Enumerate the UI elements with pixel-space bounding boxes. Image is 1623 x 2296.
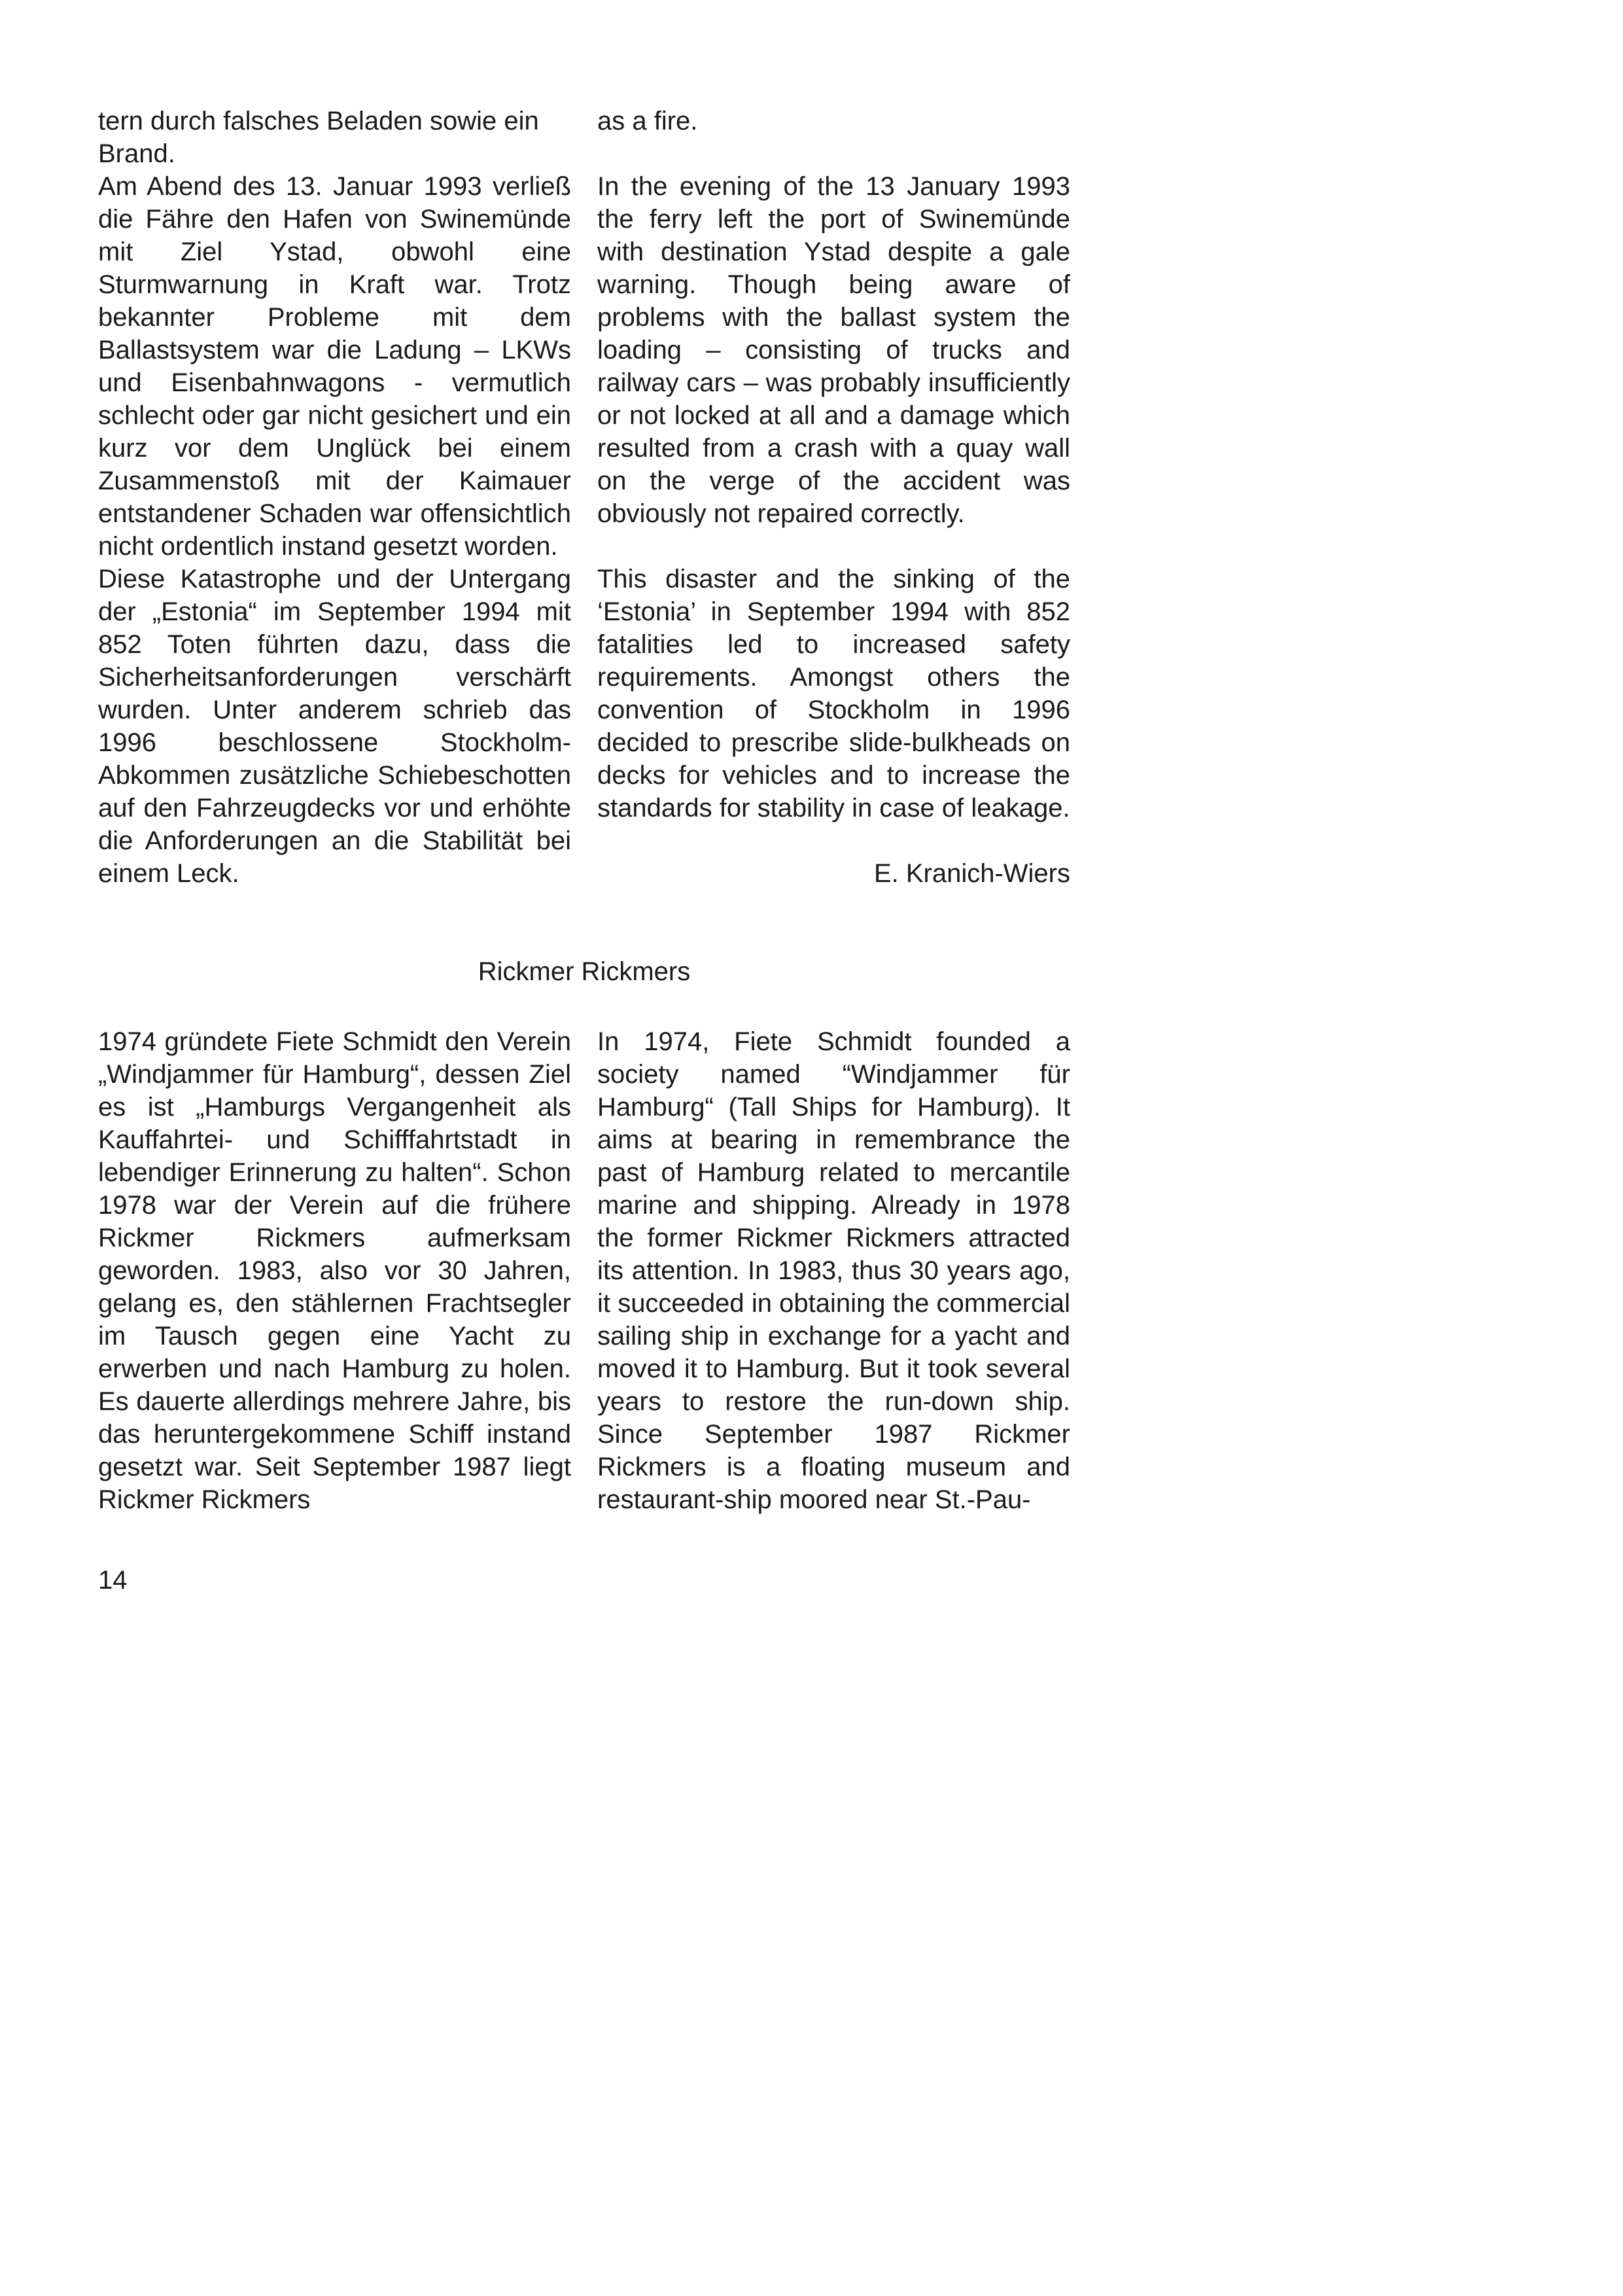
author-signature: E. Kranich-Wiers [873,859,1070,888]
paragraph-en-3: This disaster and the sinking of the ‘Estonia’ in September 1994 with 852 fatalities led to increased safety requirements. Amongst others the convention of Stockholm in 1996 decided to prescribe slide-bulkheads on decks for vehicles and to increase the standards for stability in case of leakage. [597,565,1070,822]
paragraph-en-rickmers: In 1974, Fiete Schmidt founded a society named “Windjammer für Hamburg“ (Tall Ships for Hamburg). It aims at bearing in remembrance the past of Hamburg related to mercantile marine and shipping. Already in 1978 the former Rickmer Rickmers attracted its attention. In 1983, thus 30 years ago, it succeeded in obtaining the commercial sailing ship in exchange for a yacht and moved it to Hamburg. But it took several years to restore the run-down ship. Since September 1987 Rickmer Rickmers is a floating museum and restaurant-ship moored near St.-Pau- [597,1027,1070,1514]
page-number: 14 [98,1566,128,1595]
paragraph-de-1: tern durch falsches Beladen sowie ein Brand. [98,107,539,168]
english-column-top [597,105,1070,890]
paragraph-gap [597,530,1070,563]
paragraph-de-2: Am Abend des 13. Januar 1993 verließ die Fähre den Hafen von Swinemünde mit Ziel Ystad, obwohl eine Sturmwarnung in Kraft war. Trotz bekannter Probleme mit dem Ballastsystem war die Ladung – LKWs und Eisenbahnwagons - vermutlich schlecht oder gar nicht gesichert und ein kurz vor dem Unglück bei einem Zusammenstoß mit der Kaimauer entstandener Schaden war offensichtlich nicht ordentlich instand gesetzt worden. [98,172,571,561]
paragraph-en-1: as a fire. [597,107,698,135]
paragraph-gap [597,137,1070,170]
paragraph-de-rickmers: 1974 gründete Fiete Schmidt den Verein „Windjammer für Hamburg“, dessen Ziel es ist „Hamburgs Vergangenheit als Kauffahrtei- und Schifffahrtstadt in lebendiger Erinnerung zu halten“. Schon 1978 war der Verein auf die frühere Rickmer Rickmers aufmerksam geworden. 1983, also vor 30 Jahren, gelang es, den stählernen Frachtsegler im Tausch gegen eine Yacht zu erwerben und nach Hamburg zu holen. Es dauerte allerdings mehrere Jahre, bis das heruntergekommene Schiff instand gesetzt war. Seit September 1987 liegt Rickmer Rickmers [98,1027,571,1514]
english-column-bottom [597,1025,1070,1516]
paragraph-gap [597,824,1070,857]
paragraph-en-2: In the evening of the 13 January 1993 the ferry left the port of Swinemünde with destination Ystad despite a gale warning. Though being aware of problems with the ballast system the loading – consisting of trucks and railway cars – was probably insufficiently or not locked at all and a damage which resulted from a crash with a quay wall on the verge of the accident was obviously not repaired correctly. [597,172,1070,528]
german-column-bottom [98,1025,571,1516]
german-column-top [98,105,571,890]
paragraph-de-3: Diese Katastrophe und der Untergang der „Estonia“ im September 1994 mit 852 Toten führten dazu, dass die Sicherheitsanforderungen verschärft wurden. Unter anderem schrieb das 1996 beschlossene Stockholm-Abkommen zusätzliche Schiebeschotten auf den Fahrzeugdecks vor und erhöhte die Anforderungen an die Stabilität bei einem Leck. [98,565,571,888]
section-heading: Rickmer Rickmers [478,957,691,986]
